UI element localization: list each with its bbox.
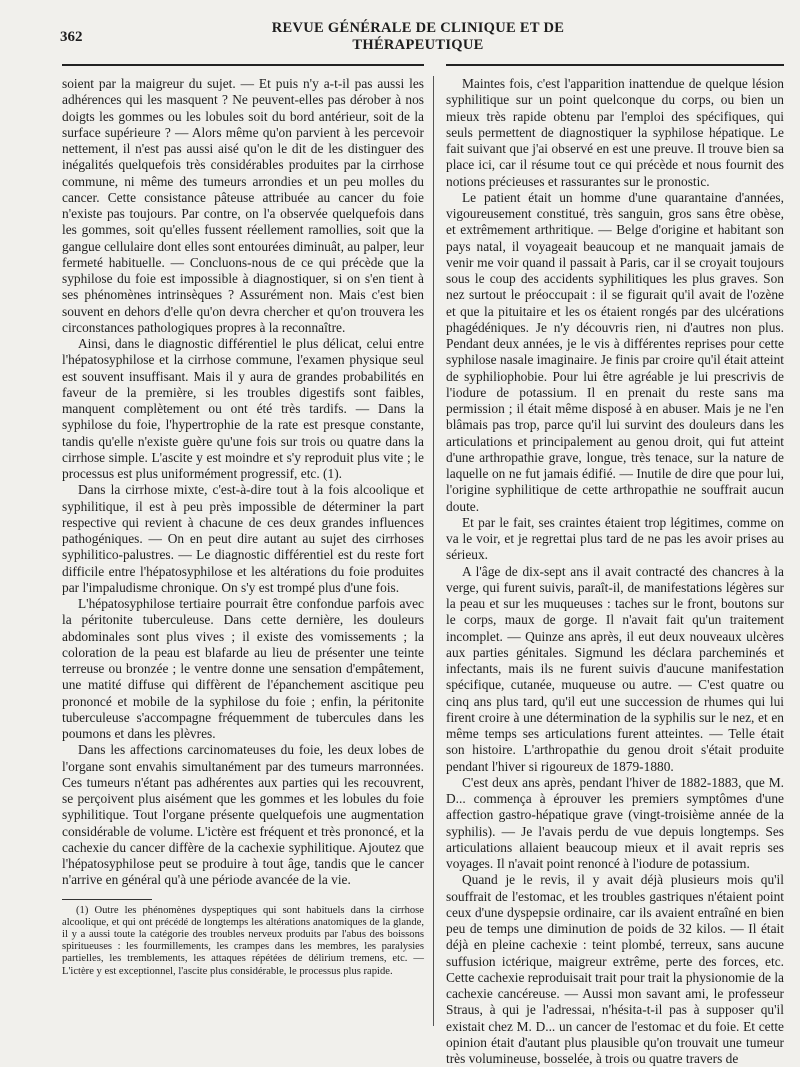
header-rule-right [446, 64, 784, 66]
paragraph: Ainsi, dans le diagnostic différentiel le plus délicat, celui entre l'hépatosyphilose et la cirrhose commune, l'examen physique seul est souvent insuffisant. Mais il y aura de grandes probabilités en faveur de la première, si les troubles digestifs sont faibles, manquent complètement ou ont été très tardifs. — Dans la syphilose du foie, l'hypertrophie de la rate est presque constante, tandis qu'elle n'existe guère qu'une fois sur trois ou quatre dans la cirrhose simple. L'ascite y est moindre et s'y reproduit plus vite ; le processus est plus uniformément progressif, etc. (1). [62, 336, 424, 481]
column-divider [433, 76, 434, 1026]
header-rule-left [62, 64, 424, 66]
paragraph: Quand je le revis, il y avait déjà plusieurs mois qu'il souffrait de l'estomac, et les troubles gastriques n'étaient point ceux d'une dyspepsie ordinaire, car ils avaient entraîné en bien peu de temps une diminution de poids de 32 kilos. — Il était déjà en pleine cachexie : teint plombé, terreux, sans aucune suffusion ictérique, maigreur extrême, perte des forces, etc. Cette cachexie reproduisait trait pour trait la physionomie de la cachexie cancéreuse. — Aussi mon savant ami, le professeur Straus, à qui je l'adressai, n'hésita-t-il pas à supposer qu'il existait chez M. D... un cancer de l'estomac et du foie. Et cette opinion était d'autant plus plausible qu'on trouvait une tumeur très volumineuse, bosselée, à trois ou quatre travers de [446, 872, 784, 1066]
paragraph: Et par le fait, ses craintes étaient trop légitimes, comme on va le voir, et je regrettai plus tard de ne pas les avoir prises au sérieux. [446, 514, 784, 563]
paragraph: Le patient était un homme d'une quarantaine d'années, vigoureusement constitué, très sanguin, gros sans être obèse, et extrêmement arthritique. — Belge d'origine et habitant son pays natal, il voyageait beaucoup et ne manquait jamais de venir me voir quand il passait à Paris, car il se croyait toujours sous le coup des accidents syphilitiques les plus graves. Son nez surtout le préoccupait : il se figurait qu'il avait de l'ozène et que la pituitaire et les os étaient rongés par des ulcérations phagédéniques. Je n'y découvris rien, ni d'autres non plus. Pendant deux années, je le vis à différentes reprises pour cette syphilose nasale imaginaire. Je finis par croire qu'il était atteint de syphiliophobie. Pour lui être agréable je lui prescrivis de l'iodure de potassium. Il en prenait du reste sans ma permission ; il était même disposé à en abuser. Mais je ne l'en blâmais pas trop, parce qu'il lui survint des douleurs dans les articulations et principalement au genou droit, qui fut atteint d'une arthropathie grave, longue, très tenace, sur la nature de laquelle on ne fut jamais édifié. — Inutile de dire que pour lui, l'origine syphilitique de cette arthropathie ne souffrait aucun doute. [446, 189, 784, 514]
page-header [60, 20, 776, 53]
paragraph: L'hépatosyphilose tertiaire pourrait être confondue parfois avec la péritonite tuberculeuse. Dans cette dernière, les douleurs abdominales sont plus vives ; il existe des vomissements ; la coloration de la peau est blafarde au lieu de présenter une teinte terreuse ou bronzée ; le ventre donne une sensation d'empâtement, une matité diffuse qui diffèrent de l'épanchement ascitique peu prononcé et mobile de la syphilose du foie ; enfin, la péritonite tuberculeuse s'accompagne fréquemment de tubercules dans les poumons et dans les plèvres. [62, 596, 424, 741]
footnote-rule [62, 899, 152, 900]
paragraph: C'est deux ans après, pendant l'hiver de 1882-1883, que M. D... commença à éprouver les premiers symptômes d'une affection gastro-hépatique grave (vingt-troisième année de la syphilis). — Je l'avais perdu de vue depuis longtemps. Ses articulations allaient beaucoup mieux et il avait repris ses voyages. Il n'avait point renoncé à l'iodure de potassium. [446, 774, 784, 871]
right-column [446, 76, 784, 1066]
footnote: (1) Outre les phénomènes dyspeptiques qui sont habituels dans la cirrhose alcoolique, et qui ont précédé de longtemps les altérations anatomiques de la glande, il y a aussi toute la catégorie des troubles nerveux produits par l'abus des boissons spiritueuses : les fourmillements, les crampes dans les membres, les paralysies partielles, les tremblements, les attaques répétées de délirium tremens, etc. — L'ictère y est exceptionnel, l'ascite plus considérable, le processus plus rapide. [62, 904, 424, 977]
paragraph: Maintes fois, c'est l'apparition inattendue de quelque lésion syphilitique sur un point quelconque du corps, ou bien un mieux très rapide obtenu par l'emploi des spécifiques, qui seuls permettent de diagnostiquer la syphilose hépatique. Le fait suivant que j'ai observé en est une preuve. Il trouve bien sa place ici, car il résume tout ce qui précède et nous fournit des notions précieuses et rassurantes sur le pronostic. [446, 76, 784, 189]
page-number: 362 [60, 28, 83, 45]
paragraph: soient par la maigreur du sujet. — Et puis n'y a-t-il pas aussi les adhérences qui les masquent ? Ne peuvent-elles pas dérober à nos doigts les gommes ou les lobules soit du bord antérieur, soit de la surface supérieure ? — Alors même qu'on parvient à les percevoir nettement, il n'est pas aussi aisé qu'on le dit de les distinguer des inégalités quelquefois très considérables produites par la cirrhose commune, ni même des tumeurs arrondies et un peu molles du cancer. Cette consistance pâteuse attribuée au cancer du foie n'existe pas toujours. Par contre, on l'a observée quelquefois dans les gommes, soit qu'elles fussent réellement ramollies, soit que la gangue cellulaire dont elles sont entourées diminuât, au palper, leur fermeté habituelle. — Concluons-nous de ce qui précède que la syphilose du foie est impossible à diagnostiquer, si on s'en tient à ses phénomènes intrinsèques ? Assurément non. Mais c'est bien souvent en dehors d'elle qu'on devra chercher et qu'on trouvera les circonstances pathologiques propres à la reconnaître. [62, 76, 424, 335]
running-title: REVUE GÉNÉRALE DE CLINIQUE ET DE THÉRAPEUTIQUE [271, 20, 565, 53]
paragraph: Dans les affections carcinomateuses du foie, les deux lobes de l'organe sont envahis simultanément par des tumeurs marronnées. Ces tumeurs n'étant pas adhérentes aux parties qui les recouvrent, se perçoivent plus aisément que les gommes et les lobules du foie syphilitique. Tout l'organe présente quelquefois une augmentation considérable de volume. L'ictère est fréquent et très prononcé, et la cachexie du cancer diffère de la cachexie syphilitique. Ajoutez que l'hépatosyphilose peut se produire à tout âge, tandis que le cancer n'arrive en général qu'à une période avancée de la vie. [62, 742, 424, 888]
paragraph: Dans la cirrhose mixte, c'est-à-dire tout à la fois alcoolique et syphilitique, il est à peu près impossible de déterminer la part respective qui revient à chacune de ces deux grandes influences pathogéniques. — On en peut dire autant au sujet des cirrhoses syphilitico-palustres. — Le diagnostic différentiel est du reste fort difficile entre l'hépatosyphilose et les altérations du foie produites par l'impaludisme chronique. On s'y est trompé plus d'une fois. [62, 482, 424, 595]
paragraph: A l'âge de dix-sept ans il avait contracté des chancres à la verge, qui furent suivis, paraît-il, de manifestations légères sur la peau et sur les muqueuses : taches sur le front, boutons sur le corps, maux de gorge. Il n'avait fait qu'un traitement incomplet. — Quinze ans après, il eut deux nouveaux ulcères aux parties génitales. Sigmund les déclara parcheminés et infectants, mais ils ne furent suivis d'aucune manifestation spécifique, cutanée, muqueuse ou autre. — C'est quatre ou cinq ans plus tard, qu'il eut une succession de rhumes qui lui firent croire à une détermination de la syphilis sur le nez, et en même temps ses articulations furent atteintes. — Telle était son histoire. L'arthropathie du genou droit s'était produite pendant l'hiver si rigoureux de 1879-1880. [446, 563, 784, 774]
left-column [62, 76, 424, 1036]
